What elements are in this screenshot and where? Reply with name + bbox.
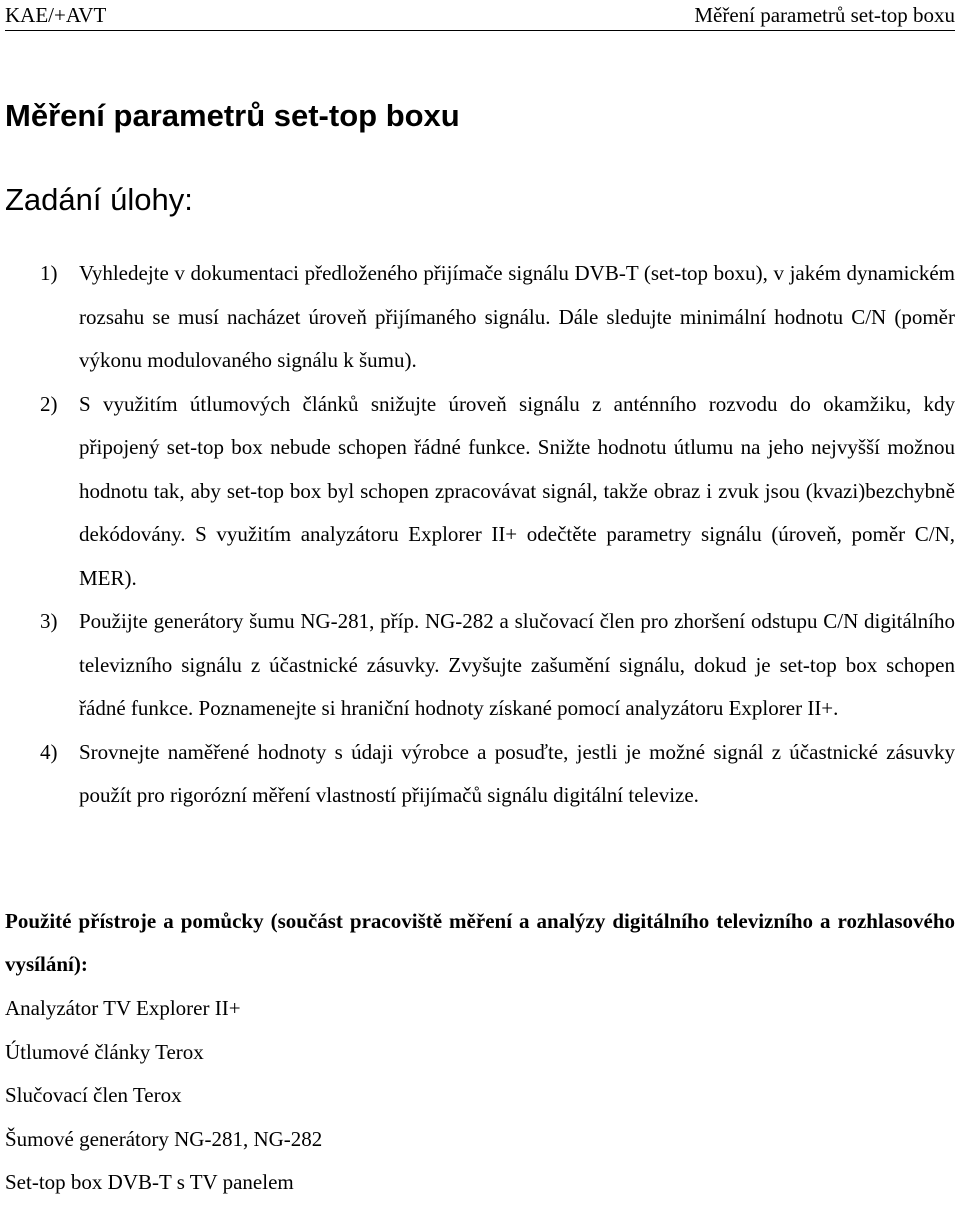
- assignment-heading: Zadání úlohy:: [5, 182, 193, 217]
- task-number: 1): [40, 261, 58, 285]
- task-text: S využitím útlumových článků snižujte úroveň signálu z anténního rozvodu do okamžiku, kdy připojený set-top box nebude schopen řádné funkce. Snižte hodnotu útlumu na jeho nejvyšší možnou hodnotu tak, aby set-top box byl schopen zpracovávat signál, takže obraz i zvuk jsou (kvazi)bezchybně dekódovány. S využitím analyzátoru Explorer II+ odečtěte parametry signálu (úroveň, poměr C/N, MER).: [79, 391, 955, 590]
- task-item-1: [40, 252, 955, 383]
- page-header: [5, 0, 955, 31]
- equipment-item-analyzer: Analyzátor TV Explorer II+: [5, 996, 241, 1020]
- task-item-2: [40, 383, 955, 601]
- equipment-item-noise-generators: Šumové generátory NG-281, NG-282: [5, 1126, 323, 1151]
- header-course-code: KAE/+AVT: [5, 3, 107, 27]
- page-title: Měření parametrů set-top boxu: [5, 98, 460, 133]
- header-document-title: Měření parametrů set-top boxu: [694, 3, 955, 27]
- task-text: Použijte generátory šumu NG-281, příp. NG-282 a slučovací člen pro zhoršení odstupu C/N digitálního televizního signálu z účastnické zásuvky. Zvyšujte zašumění signálu, dokud je set-top box schopen řádné funkce. Poznamenejte si hraniční hodnoty získané pomocí analyzátoru Explorer II+.: [79, 609, 955, 720]
- task-number: 2): [40, 391, 58, 416]
- task-number: 3): [40, 609, 58, 633]
- equipment-heading: Použité přístroje a pomůcky (součást pracoviště měření a analýzy digitálního televizního a rozhlasového vysílání):: [5, 909, 955, 976]
- task-number: 4): [40, 739, 58, 764]
- equipment-item-combiner: Slučovací člen Terox: [5, 1083, 182, 1107]
- equipment-item-set-top-box: Set-top box DVB-T s TV panelem: [5, 1170, 294, 1194]
- task-item-3: [40, 600, 955, 731]
- equipment-item-attenuators: Útlumové články Terox: [5, 1039, 204, 1064]
- equipment-list: [5, 987, 322, 1205]
- task-item-4: [40, 731, 955, 818]
- task-list: [40, 252, 955, 818]
- task-text: Vyhledejte v dokumentaci předloženého přijímače signálu DVB-T (set-top boxu), v jakém dynamickém rozsahu se musí nacházet úroveň přijímaného signálu. Dále sledujte minimální hodnotu C/N (poměr výkonu modulovaného signálu k šumu).: [79, 261, 955, 372]
- task-text: Srovnejte naměřené hodnoty s údaji výrobce a posuďte, jestli je možné signál z účastnické zásuvky použít pro rigorózní měření vlastností přijímačů signálu digitální televize.: [79, 739, 955, 807]
